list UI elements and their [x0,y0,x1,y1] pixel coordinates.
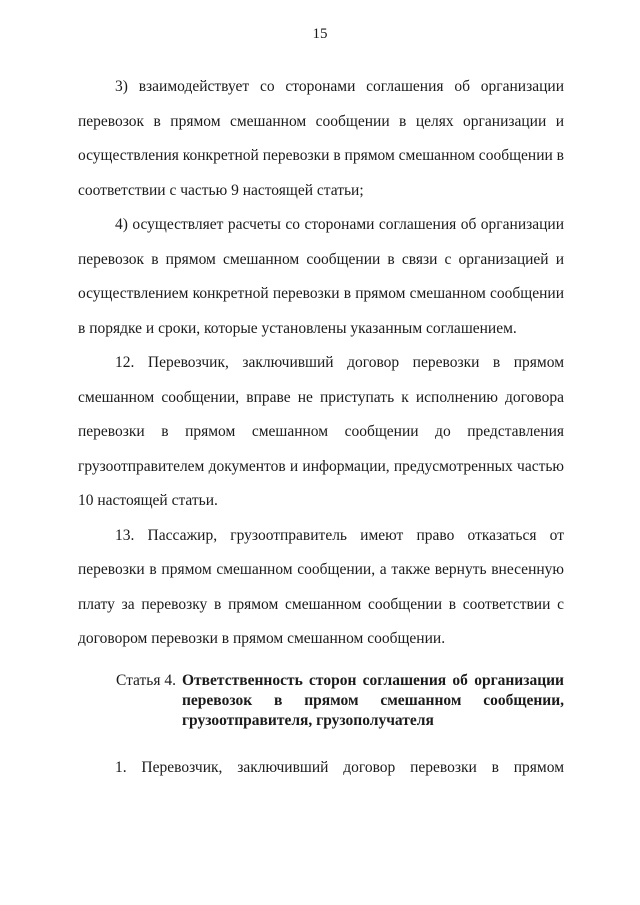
article-label: Статья 4. [115,671,176,689]
article-title: Ответственность сторон соглашения об организации перевозок в прямом смешанном сообщении, грузоотправителя, грузополучателя [182,671,564,729]
paragraph-part-12: 12. Перевозчик, заключивший договор перевозки в прямом смешанном сообщении, вправе не приступать к исполнению договора перевозки в прямом смешанном сообщении до представления грузоотправителем документов и информации, предусмотренных частью 10 настоящей статьи. [78,354,564,509]
article-heading [78,671,564,731]
paragraph-article-4-part-1: 1. Перевозчик, заключивший договор перевозки в прямом [115,758,564,776]
paragraph-item-3: 3) взаимодействует со сторонами соглашения об организации перевозок в прямом смешанном сообщении в целях организации и осуществления конкретной перевозки в прямом смешанном сообщении в соответствии с частью 9 настоящей статьи; [78,78,564,199]
paragraph-part-13: 13. Пассажир, грузоотправитель имеют право отказаться от перевозки в прямом смешанном сообщении, а также вернуть внесенную плату за перевозку в прямом смешанном сообщении в соответствии с договором перевозки в прямом смешанном сообщении. [78,526,564,647]
document-body [78,70,564,785]
paragraph-item-4: 4) осуществляет расчеты со сторонами соглашения об организации перевозок в прямом смешанном сообщении в связи с организацией и осуществлением конкретной перевозки в прямом смешанном сообщении в порядке и сроки, которые установлены указанным соглашением. [78,216,564,337]
page-number: 15 [312,26,328,42]
